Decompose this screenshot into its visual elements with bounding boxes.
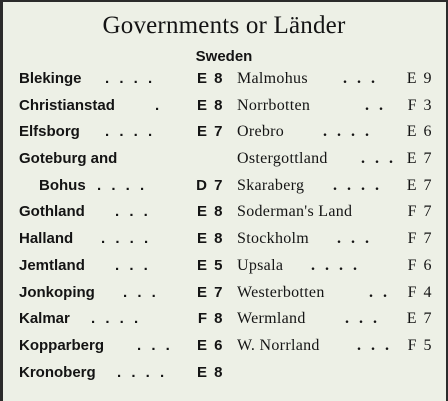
index-entry xyxy=(237,226,437,253)
index-entry xyxy=(19,360,224,387)
index-entry xyxy=(237,66,437,93)
grid-reference: E 6 xyxy=(196,336,224,354)
index-entry xyxy=(237,280,437,307)
index-entry xyxy=(237,333,437,360)
grid-reference: E 7 xyxy=(406,310,433,328)
leader-dots: . . . xyxy=(361,150,396,168)
leader-dots: . . . xyxy=(337,230,372,248)
entry-name: Malmohus xyxy=(237,70,308,87)
grid-reference: E 9 xyxy=(406,70,433,87)
entry-name: Stockholm xyxy=(237,230,310,248)
grid-reference: E 7 xyxy=(406,176,433,194)
entry-name: Ostergottland xyxy=(237,150,328,168)
leader-dots: . . . . xyxy=(333,176,382,194)
grid-reference: E 8 xyxy=(196,230,224,248)
index-entry xyxy=(19,93,224,120)
leader-dots: . . . xyxy=(357,336,392,354)
entry-name: Kalmar xyxy=(19,310,70,328)
grid-reference: F 8 xyxy=(197,310,224,328)
grid-reference: F 7 xyxy=(407,230,433,248)
index-entry xyxy=(19,333,224,360)
entry-name: Jemtland xyxy=(19,256,85,274)
index-entry xyxy=(237,199,437,226)
grid-reference: F 4 xyxy=(407,283,433,301)
leader-dots: . . . . xyxy=(105,70,156,87)
index-entry xyxy=(19,280,224,307)
leader-dots: . . . xyxy=(343,70,378,87)
entry-name-continued: Bohus xyxy=(39,176,86,194)
index-entry xyxy=(237,146,437,173)
entry-name: Upsala xyxy=(237,256,284,274)
index-entry xyxy=(237,306,437,333)
entry-name: Goteburg and xyxy=(19,150,118,168)
leader-dots: . xyxy=(155,96,163,114)
leader-dots: . . . xyxy=(115,203,151,221)
entry-name: Kopparberg xyxy=(19,336,105,354)
entry-name: W. Norrland xyxy=(237,336,320,354)
entry-name: Jonkoping xyxy=(19,283,95,301)
leader-dots: . . . . xyxy=(91,310,142,328)
index-entry xyxy=(19,66,224,93)
country-heading: Sweden xyxy=(195,48,253,65)
grid-reference: E 8 xyxy=(196,70,224,87)
leader-dots: . . xyxy=(369,283,390,301)
entry-name: Blekinge xyxy=(19,70,82,87)
right-column xyxy=(237,66,437,360)
leader-dots: . . . xyxy=(115,256,151,274)
entry-name: Elfsborg xyxy=(19,123,80,141)
grid-reference: E 7 xyxy=(406,150,433,168)
entry-name: Soderman's Land xyxy=(237,203,353,221)
entry-name: Kronoberg xyxy=(19,363,96,381)
entry-name: Skaraberg xyxy=(237,176,305,194)
index-entry xyxy=(237,93,437,120)
page-border-top xyxy=(0,0,448,2)
leader-dots: . . . xyxy=(345,310,380,328)
leader-dots: . . . xyxy=(137,336,173,354)
index-entry xyxy=(237,173,437,200)
grid-reference: E 8 xyxy=(196,203,224,221)
entry-name: Christianstad xyxy=(19,96,115,114)
leader-dots: . . . . xyxy=(311,256,360,274)
grid-reference: E 8 xyxy=(196,96,224,114)
grid-reference: F 3 xyxy=(407,96,433,114)
entry-name: Orebro xyxy=(237,123,285,141)
grid-reference: D 7 xyxy=(196,176,224,194)
grid-reference: E 7 xyxy=(196,123,224,141)
leader-dots: . . . . xyxy=(97,176,148,194)
grid-reference: F 7 xyxy=(407,203,433,221)
leader-dots: . . . . xyxy=(117,363,168,381)
leader-dots: . . . . xyxy=(105,123,156,141)
entry-name: Norrbotten xyxy=(237,96,311,114)
index-entry xyxy=(19,306,224,333)
entry-name: Westerbotten xyxy=(237,283,325,301)
index-entry xyxy=(19,226,224,253)
entry-name: Halland xyxy=(19,230,74,248)
leader-dots: . . . . xyxy=(101,230,152,248)
grid-reference: E 8 xyxy=(196,363,224,381)
index-entry xyxy=(19,253,224,280)
leader-dots: . . xyxy=(365,96,386,114)
left-column xyxy=(19,66,224,386)
entry-name: Gothland xyxy=(19,203,85,221)
index-entry xyxy=(19,146,224,199)
grid-reference: E 7 xyxy=(196,283,224,301)
grid-reference: F 6 xyxy=(407,256,433,274)
index-entry xyxy=(237,119,437,146)
entry-name: Wermland xyxy=(237,310,306,328)
grid-reference: F 5 xyxy=(407,336,433,354)
grid-reference: E 6 xyxy=(406,123,433,141)
page-title: Governments or Länder xyxy=(102,12,346,39)
index-entry xyxy=(237,253,437,280)
index-entry xyxy=(19,119,224,146)
leader-dots: . . . . xyxy=(323,123,372,141)
leader-dots: . . . xyxy=(123,283,159,301)
index-entry xyxy=(19,199,224,226)
grid-reference: E 5 xyxy=(196,256,224,274)
